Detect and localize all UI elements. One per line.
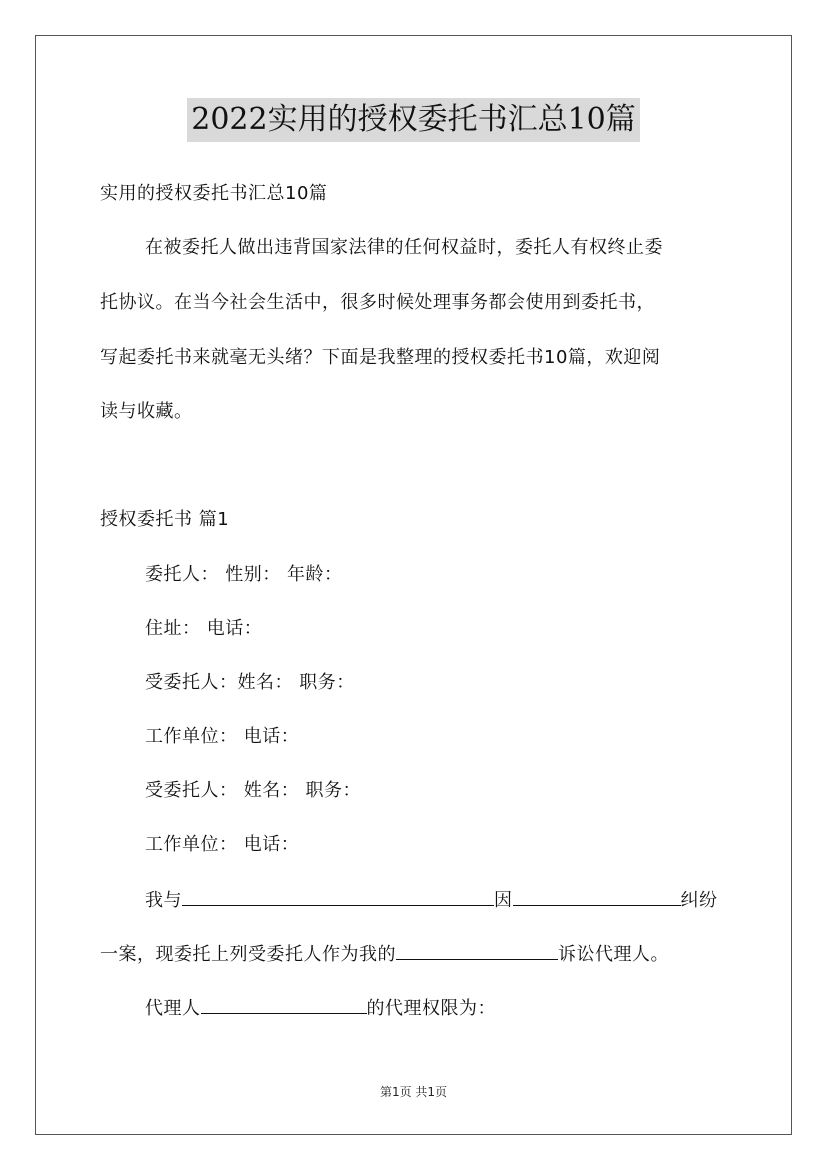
title-container: [0, 98, 827, 142]
blank-agent-name: [201, 995, 367, 1014]
field-line-6: 工作单位： 电话：: [145, 834, 300, 855]
clause-line-2: [100, 941, 669, 967]
intro-line-4: 读与收藏。: [100, 401, 193, 422]
clause-text-entrust: 一案，现委托上列受委托人作为我的: [100, 944, 396, 965]
clause-text-authority: 的代理权限为：: [366, 998, 496, 1019]
section-heading: 授权委托书 篇1: [100, 509, 230, 530]
field-line-2: 住址： 电话：: [145, 618, 263, 639]
clause-line-1: [145, 887, 718, 913]
clause-text-litigation-agent: 诉讼代理人。: [558, 944, 669, 965]
clause-text-me-with: 我与: [145, 890, 182, 911]
document-title: 2022实用的授权委托书汇总10篇: [187, 98, 640, 142]
subtitle: 实用的授权委托书汇总10篇: [100, 183, 328, 204]
field-line-4: 工作单位： 电话：: [145, 726, 300, 747]
field-line-5: 受委托人： 姓名： 职务：: [145, 780, 361, 801]
intro-line-3: 写起委托书来就毫无头绪？下面是我整理的授权委托书10篇，欢迎阅: [100, 347, 661, 368]
clause-line-3: [145, 995, 496, 1021]
clause-text-agent: 代理人: [145, 998, 201, 1019]
intro-line-2: 托协议。在当今社会生活中，很多时候处理事务都会使用到委托书，: [100, 292, 655, 313]
clause-text-because: 因: [494, 890, 513, 911]
intro-line-1: 在被委托人做出违背国家法律的任何权益时，委托人有权终止委: [145, 237, 663, 258]
clause-text-dispute: 纠纷: [680, 890, 718, 911]
blank-party: [182, 887, 494, 906]
blank-agent-role: [396, 941, 558, 960]
field-line-3: 受委托人：姓名： 职务：: [145, 672, 355, 693]
page-footer: 第1页 共1页: [379, 1085, 448, 1099]
blank-reason: [513, 887, 681, 906]
field-line-1: 委托人： 性别： 年龄：: [145, 564, 343, 585]
